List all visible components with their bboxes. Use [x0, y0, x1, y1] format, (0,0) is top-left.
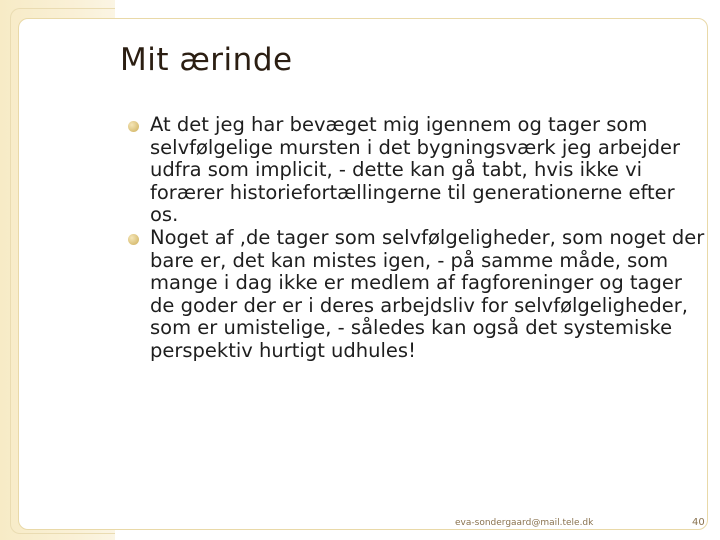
bullet-text: At det jeg har bevæget mig igennem og tager som selvfølgelige mursten i det bygningsværk jeg arbejder udfra som implicit, - dette kan gå tabt, hvis ikke vi forærer historiefortællingerne til generationerne efter os. [150, 113, 680, 227]
bullet-dot-icon [128, 121, 139, 132]
bullet-dot-icon [128, 234, 139, 245]
page-number: 40 [692, 517, 705, 528]
slide-title: Mit ærinde [120, 42, 293, 78]
bullet-item [128, 114, 708, 227]
bullet-text: Noget af ,de tager som selvfølgeligheder, som noget der bare er, det kan mistes igen, - på samme måde, som mange i dag ikke er medlem af fagforeninger og tager de goder der er i deres arbejdsliv for selvfølgeligheder, som er umistelige, - således kan også det systemiske perspektiv hurtigt udhules! [150, 225, 705, 362]
footer-email: eva-sondergaard@mail.tele.dk [455, 518, 594, 528]
bullet-item [128, 227, 708, 363]
bullet-list [128, 114, 708, 363]
